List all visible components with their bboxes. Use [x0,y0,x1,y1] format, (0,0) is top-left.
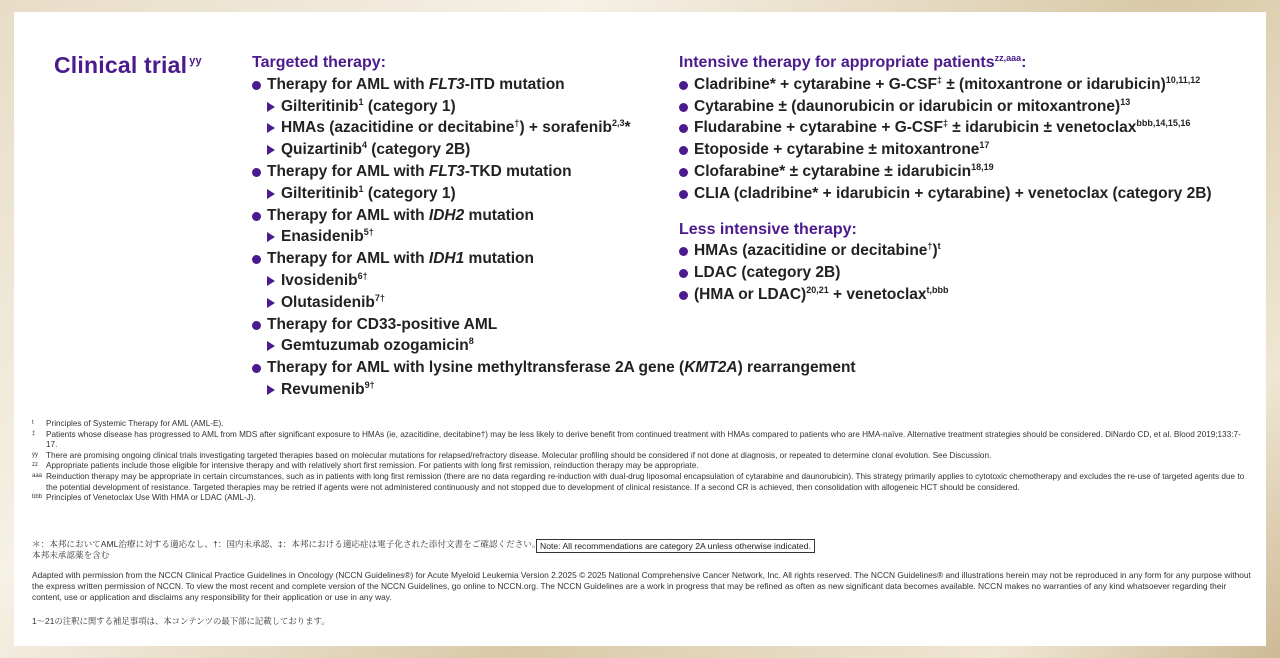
drug-item: Revumenib$^{9\dagger}$ [252,379,892,401]
intensive-therapy-list [679,74,1259,205]
japanese-note: ＊：本邦においてAML治療に対する適応なし、†：国内未承認、‡：本邦における適応症は電子化された添付文書をご確認ください。 本邦未承認薬を含む [32,539,541,560]
therapy-item: Therapy for AML with FLT3-TKD mutation [252,161,892,183]
drug-item: Quizartinib$^4$ (category 2B) [252,139,892,161]
regimen-item: Clofarabine* ± cytarabine ± idarubicin$^{18,19}$ [679,161,1259,183]
therapy-item: Therapy for AML with IDH2 mutation [252,205,892,227]
less-intensive-heading: Less intensive therapy: [679,220,857,238]
therapy-item: Therapy for AML with FLT3-ITD mutation [252,74,892,96]
therapy-item: Therapy for AML with lysine methyltransferase 2A gene (KMT2A) rearrangement [252,357,892,379]
regimen-item: (HMA or LDAC)$^{20,21}$ + venetoclax$^{t,bbb}$ [679,284,1259,306]
footnote: zz Appropriate patients include those eligible for intensive therapy and with relatively short first remission. For patients with long first remission, reinduction therapy may be appropriate. [32,461,699,471]
drug-item: Gemtuzumab ozogamicin$^8$ [252,335,892,357]
drug-item: Ivosidenib$^{6\dagger}$ [252,270,892,292]
intensive-therapy-column [679,52,1259,306]
footnote: bbb Principles of Venetoclax Use With HMA or LDAC (AML-J). [32,493,256,503]
footnote: aaa Reinduction therapy may be appropriate in certain circumstances, such as in patients with long first remission (there are no data regarding re-induction with dual-drug liposomal encapsulation of cytarabine and daunorubicin). This strategy primarily applies to cytotoxic chemotherapy and excludes the re-use of targeted agents due to the potential development of resistance. Targeted therapies may be retried if agents were not administered continuously and not stopped due to development of clinical resistance. If a second CR is achieved, then consolidation with allogeneic HCT should be considered. [32,471,1245,492]
less-intensive-list [679,240,1259,305]
drug-item: HMAs (azacitidine or decitabine†) + sorafenib$^{2,3}$* [252,117,892,139]
regimen-item: LDAC (category 2B) [679,262,1259,284]
drug-item: Gilteritinib$^1$ (category 1) [252,183,892,205]
therapy-item: Therapy for CD33-positive AML [252,314,892,336]
regimen-item: Cladribine* + cytarabine + G-CSF‡ ± (mitoxantrone or idarubicin)$^{10,11,12}$ [679,74,1259,96]
footnote: yy There are promising ongoing clinical trials investigating targeted therapies based on molecular mutations for relapsed/refractory disease. Molecular profiling should be considered if not done at diagnosis, or repeated to determine clonal evolution. See Discussion. [32,450,992,460]
therapy-item: Therapy for AML with IDH1 mutation [252,248,892,270]
note-box: Note: All recommendations are category 2A unless otherwise indicated. [536,539,815,553]
targeted-therapy-heading: Targeted therapy: [252,54,386,71]
japanese-bottom-note: 1〜21の注釈に関する補足事項は、本コンテンツの最下部に記載しております。 [32,616,330,626]
drug-item: Enasidenib$^{5\dagger}$ [252,226,892,248]
content-panel [14,12,1266,646]
regimen-item: CLIA (cladribine* + idarubicin + cytarabine) + venetoclax (category 2B) [679,183,1259,205]
regimen-item: Fludarabine + cytarabine + G-CSF‡ ± idarubicin ± venetoclax$^{bbb,14,15,16}$ [679,117,1259,139]
regimen-item: Etoposide + cytarabine ± mitoxantrone$^{17}$ [679,139,1259,161]
regimen-item: Cytarabine ± (daunorubicin or idarubicin or mitoxantrone)$^{13}$ [679,96,1259,118]
footnotes [32,419,1252,504]
adapted-notice: Adapted with permission from the NCCN Clinical Practice Guidelines in Oncology (NCCN Guidelines®) for Acute Myeloid Leukemia Version 2.2025 © 2025 National Comprehensive Cancer Network, Inc. All rights reserved. The NCCN Guidelines® and illustrations herein may not be reproduced in any form for any purpose without the express written permission of NCCN. To view the most recent and complete version of the NCCN Guidelines, go online to NCCN.org. The NCCN Guidelines are a work in progress that may be refined as often as new significant data becomes available. NCCN makes no warranties of any kind whatsoever regarding their content, use or application and disclaims any responsibility for their application or use in any way. [32,570,1251,602]
drug-item: Olutasidenib$^{7\dagger}$ [252,292,892,314]
footnote: t Principles of Systemic Therapy for AML (AML-E). [32,419,224,428]
regimen-item: HMAs (azacitidine or decitabine†)$^t$ [679,240,1259,262]
section-title: Clinical trial $^{yy}$ [54,52,202,78]
drug-item: Gilteritinib$^1$ (category 1) [252,96,892,118]
intensive-therapy-heading: Intensive therapy for appropriate patients$^{zz,aaa}$: [679,53,1027,71]
footnote: ‡ Patients whose disease has progressed to AML from MDS after significant exposure to HMAs (ie, azacitidine, decitabine†) may be less likely to derive benefit from continued treatment with HMAs compared to patients who are HMA-naïve. Alternative treatment strategies should be considered. DiNardo CD, et al. Blood 2019;133:7-17. [32,429,1241,450]
